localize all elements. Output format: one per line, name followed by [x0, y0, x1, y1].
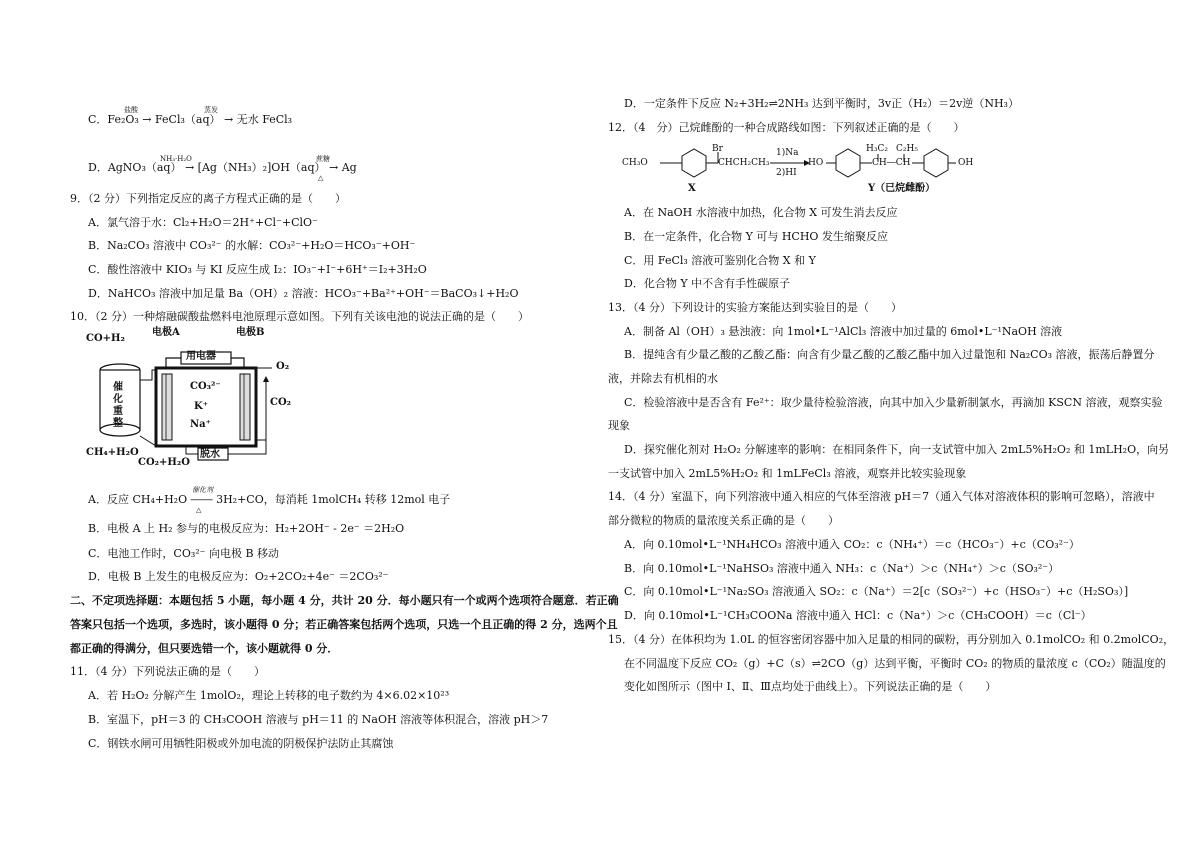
question-12-option-b: B．在一定条件，化合物 Y 可与 HCHO 发生缩聚反应 [624, 230, 888, 243]
question-11-option-a: A．若 H₂O₂ 分解产生 1molO₂，理论上转移的电子数约为 4×6.02×10²³ [88, 689, 450, 702]
question-9-option-b: B．Na₂CO₃ 溶液中 CO₃²⁻ 的水解：CO₃²⁻+H₂O＝HCO₃⁻+OH⁻ [88, 239, 416, 252]
question-11-option-d: D．一定条件下反应 N₂+3H₂⇌2NH₃ 达到平衡时，3v正（H₂）＝2v逆（NH₃） [624, 97, 1019, 110]
question-13-option-c-line-2: 现象 [608, 419, 630, 432]
question-11-option-c: C．钢铁水闸可用牺牲阳极或外加电流的阴极保护法防止其腐蚀 [88, 737, 394, 750]
section-2-instruction-line-3: 都正确的得满分，但只要选错一个，该小题就得 0 分． [70, 642, 339, 655]
question-12-option-a: A．在 NaOH 水溶液中加热，化合物 X 可发生消去反应 [624, 206, 898, 219]
question-8-option-c: C．Fe₂O₃ → FeCl₃（aq） → 无水 FeCl₃ [88, 113, 293, 126]
question-13-stem: 13．（4 分）下列设计的实验方案能达到实验目的是（ ） [608, 301, 902, 314]
fig12-ch3o-label: CH₃O [622, 158, 648, 168]
question-11-option-b: B．室温下，pH＝3 的 CH₃COOH 溶液与 pH＝11 的 NaOH 溶液等体积混合，溶液 pH＞7 [88, 713, 549, 726]
fig10-electrode-a-label: 电极A [152, 327, 180, 338]
fig12-h3c2-label: H₃C₂ [866, 144, 888, 154]
question-14-option-b: B．向 0.10mol•L⁻¹NaHSO₃ 溶液中通入 NH₃：c（Na⁺）＞c（NH₄⁺）＞c（SO₃²⁻） [624, 562, 1060, 575]
fig12-ho-label: HO [808, 158, 824, 168]
fuel-cell-diagram [86, 327, 306, 470]
question-9-option-c: C．酸性溶液中 KIO₃ 与 KI 反应生成 I₂：IO₃⁻+I⁻+6H⁺＝I₂+3H₂O [88, 263, 427, 276]
question-10-option-d: D．电极 B 上发生的电极反应为：O₂+2CO₂+4e⁻ ＝2CO₃²⁻ [88, 570, 389, 583]
fig12-label-y: Y（已烷雌酚） [868, 183, 936, 194]
fig10-device-label: 用电器 [186, 351, 216, 362]
question-13-option-b-line-2: 液，并除去有机相的水 [608, 372, 718, 385]
option-c-arrow-label-1: 盐酸 [124, 106, 138, 114]
question-13-option-a: A．制备 Al（OH）₃ 悬浊液：向 1mol•L⁻¹AlCl₃ 溶液中加过量的 6mol•L⁻¹NaOH 溶液 [624, 325, 1063, 338]
question-13-option-d-line-2: 一支试管中加入 2mL5%H₂O₂ 和 1mLFeCl₃ 溶液，观察并比较实验现象 [608, 467, 967, 480]
fig12-reagent-1: 1)Na [776, 148, 799, 158]
question-13-option-d-line-1: D．探究催化剂对 H₂O₂ 分解速率的影响：在相同条件下，向一支试管中加入 2mL5%H₂O₂ 和 1mLH₂O，向另 [624, 443, 1170, 456]
fig12-chain-x-label: CHCH₂CH₃ [718, 158, 770, 168]
question-14-stem-line-1: 14．（4 分）室温下，向下列溶液中通入相应的气体至溶液 pH＝7（通入气体对溶液体积的影响可忽略），溶液中 [608, 490, 1155, 503]
fig12-oh-label: OH [958, 158, 974, 168]
fig10-ion-potassium: K⁺ [194, 401, 208, 412]
question-15-stem-line-2: 在不同温度下反应 CO₂（g）+C（s）⇌2CO（g）达到平衡，平衡时 CO₂ 的物质的量浓度 c（CO₂）随温度的 [624, 657, 1166, 670]
question-10-option-c: C．电池工作时，CO₃²⁻ 向电极 B 移动 [88, 547, 280, 560]
option-d-arrow-under: △ [318, 174, 324, 182]
question-10-option-a: A．反应 CH₄+H₂O ―― 3H₂+CO，每消耗 1molCH₄ 转移 12mol 电子 [88, 493, 451, 506]
section-2-instruction-line-2: 答案只包括一个选项，多选时，该小题得 0 分；若正确答案包括两个选项，只选一个且正确的得 2 分，选两个且 [70, 618, 618, 631]
synthesis-route-figure [622, 142, 982, 198]
option-d-arrow-label-2: 蔗糖 [316, 155, 330, 163]
fig10-ion-sodium: Na⁺ [190, 419, 211, 430]
fig12-reagent-2: 2)HI [776, 168, 797, 178]
question-9-option-a: A．氯气溶于水：Cl₂+H₂O＝2H⁺+Cl⁻+ClO⁻ [88, 216, 318, 229]
q10a-catalyst-over: 催化剂 [192, 486, 213, 494]
question-14-option-c: C．向 0.10mol•L⁻¹Na₂SO₃ 溶液通入 SO₂：c（Na⁺）＝2[c（SO₃²⁻）+c（HSO₃⁻）+c（H₂SO₃）] [624, 585, 1129, 598]
option-d-arrow-label-1: NH₃·H₂O [160, 155, 192, 163]
question-14-stem-line-2: 部分微粒的物质的量浓度关系正确的是（ ） [608, 514, 839, 527]
fig10-dewater-label: 脱水 [200, 449, 220, 460]
question-9-option-d: D．NaHCO₃ 溶液中加足量 Ba（OH）₂ 溶液：HCO₃⁻+Ba²⁺+OH⁻＝BaCO₃↓+H₂O [88, 287, 519, 300]
question-14-option-d: D．向 0.10mol•L⁻¹CH₃COONa 溶液中通入 HCl：c（Na⁺）＞c（CH₃COOH）＝c（Cl⁻） [624, 609, 1092, 622]
fig12-c2h5-label: C₂H₅ [896, 144, 918, 154]
fig10-electrode-b-label: 电极B [236, 327, 265, 338]
fig10-co-h2-label: CO+H₂ [86, 333, 125, 344]
question-12-stem: 12．（4 分）己烷雌酚的一种合成路线如图：下列叙述正确的是（ ） [608, 121, 965, 134]
fig10-co2-label: CO₂ [270, 397, 292, 408]
fig10-ch4-h2o-label: CH₄+H₂O [86, 447, 139, 458]
question-11-stem: 11．（4 分）下列说法正确的是（ ） [70, 665, 265, 678]
fig12-ch-ch-label: CH―CH [872, 158, 911, 168]
fig10-catalyst-label: 催化重整 [113, 382, 123, 429]
section-2-instruction-line-1: 二、不定项选择题：本题包括 5 小题，每小题 4 分，共计 20 分．每小题只有一个或两个选项符合题意．若正确 [70, 594, 619, 607]
question-10-option-b: B．电极 A 上 H₂ 参与的电极反应为：H₂+2OH⁻ - 2e⁻ ＝2H₂O [88, 522, 405, 535]
q10a-heat-under: △ [196, 506, 202, 514]
question-14-option-a: A．向 0.10mol•L⁻¹NH₄HCO₃ 溶液中通入 CO₂：c（NH₄⁺）＝c（HCO₃⁻）+c（CO₃²⁻） [624, 538, 1080, 551]
question-13-option-c-line-1: C．检验溶液中是否含有 Fe²⁺：取少量待检验溶液，向其中加入少量新制氯水，再滴加 KSCN 溶液，观察实验 [624, 396, 1163, 409]
fig10-o2-label: O₂ [276, 361, 290, 372]
question-12-option-d: D．化合物 Y 中不含有手性碳原子 [624, 277, 791, 290]
question-12-option-c: C．用 FeCl₃ 溶液可鉴别化合物 X 和 Y [624, 254, 816, 267]
fig10-co2-h2o-label: CO₂+H₂O [138, 457, 190, 468]
question-15-stem-line-1: 15．（4 分）在体积均为 1.0L 的恒容密闭容器中加入足量的相同的碳粉，再分别加入 0.1molCO₂ 和 0.2molCO₂， [608, 633, 1175, 646]
fig12-label-x: X [688, 183, 696, 194]
option-c-arrow-label-2: 蒸发 [204, 106, 218, 114]
fig12-br-label: Br [712, 144, 723, 154]
question-13-option-b-line-1: B．提纯含有少量乙酸的乙酸乙酯：向含有少量乙酸的乙酸乙酯中加入过量饱和 Na₂CO₃ 溶液，振荡后静置分 [624, 348, 1155, 361]
question-15-stem-line-3: 变化如图所示（图中 Ⅰ、Ⅱ、Ⅲ点均处于曲线上）。下列说法正确的是（ ） [624, 680, 997, 693]
question-9-stem: 9．（2 分）下列指定反应的离子方程式正确的是（ ） [70, 192, 346, 205]
question-10-stem: 10．（2 分）一种熔融碳酸盐燃料电池原理示意如图。下列有关该电池的说法正确的是（ ） [70, 310, 529, 323]
question-8-option-d: D．AgNO₃（aq） → [Ag（NH₃）₂]OH（aq） → Ag [88, 161, 357, 174]
fig10-ion-carbonate: CO₃²⁻ [190, 381, 221, 392]
